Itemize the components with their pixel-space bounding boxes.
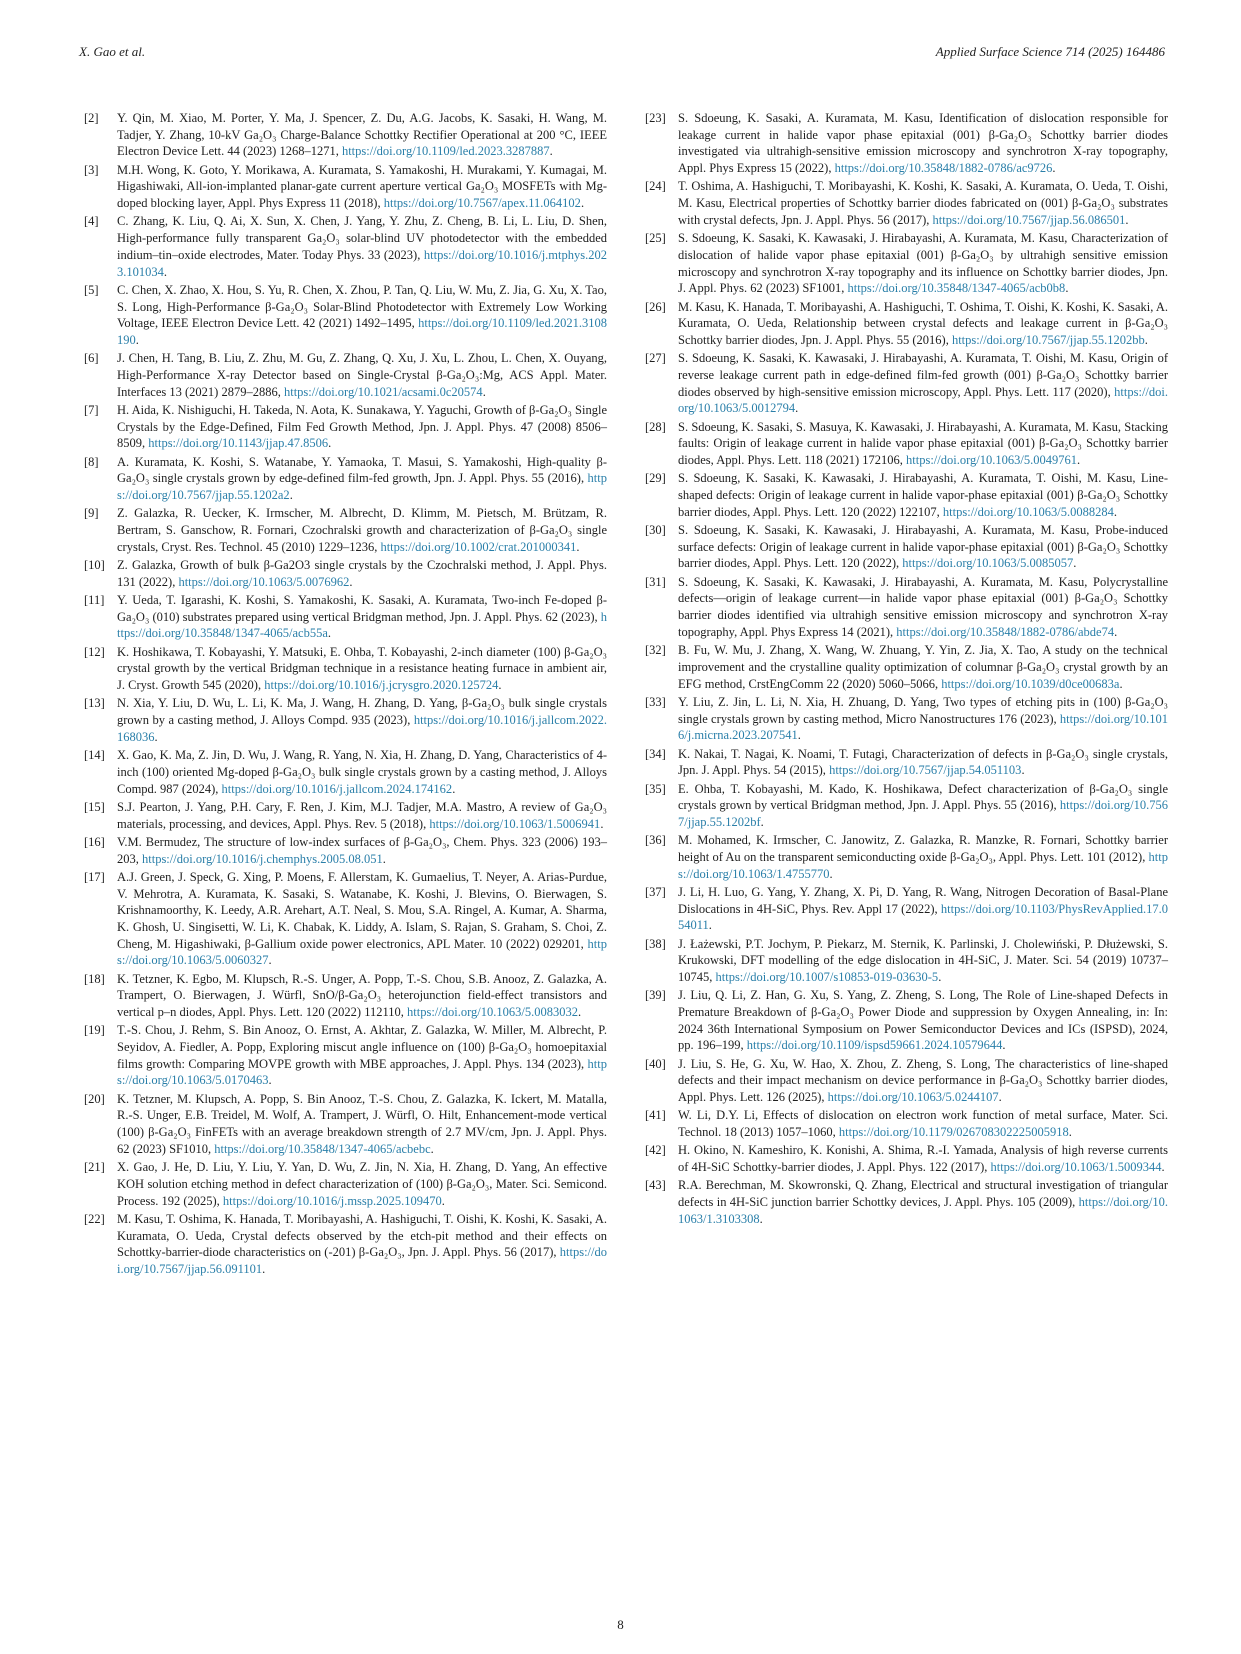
reference-number: [15] <box>84 799 105 814</box>
reference-number: [2] <box>84 111 99 125</box>
doi-link[interactable]: https://doi.org/10.35848/1347-4065/acb0b8 <box>847 281 1066 296</box>
doi-link[interactable]: https://doi.org/10.1103/PhysRevApplied.17.054011 <box>678 901 1168 933</box>
doi-link[interactable]: https://doi.org/10.1016/j.jallcom.2024.174162 <box>221 781 453 796</box>
reference-tail: . <box>1119 676 1123 691</box>
doi-link[interactable]: https://doi.org/10.1063/1.5009344 <box>990 1160 1162 1175</box>
reference-tail: . <box>289 488 293 503</box>
reference-text: X. Gao, K. Ma, Z. Jin, D. Wu, J. Wang, R. Yang, N. Xia, H. Zhang, D. Yang, Characteristics of 4-inch (100) oriented Mg-doped β-Ga₂O₃ bulk single crystals grown by a casting method, J. Alloys Compd. 987 (2024), <box>117 748 607 796</box>
reference-number: [25] <box>645 231 666 246</box>
reference-item <box>79 592 607 642</box>
reference-number: [36] <box>645 833 666 848</box>
reference-text: K. Nakai, T. Nagai, K. Noami, T. Futagi, Characterization of defects in β-Ga₂O₃ single crystals, Jpn. J. Appl. Phys. 54 (2015), <box>678 746 1168 778</box>
doi-link[interactable]: https://doi.org/10.1063/1.3103308 <box>678 1195 1168 1226</box>
reference-item <box>640 110 1168 177</box>
reference-text: E. Ohba, T. Kobayashi, M. Kado, K. Hoshikawa, Defect characterization of β-Ga₂O₃ single crystals grown by vertical Bridgman method, Jpn. J. Appl. Phys. 55 (2016), <box>678 781 1168 813</box>
doi-link[interactable]: https://doi.org/10.7567/jjap.54.051103 <box>829 763 1022 778</box>
doi-link[interactable]: https://doi.org/10.1016/j.chemphys.2005.08.051 <box>142 851 383 866</box>
reference-tail: . <box>600 816 604 831</box>
reference-text: A.J. Green, J. Speck, G. Xing, P. Moens, F. Allerstam, K. Gumaelius, T. Neyer, A. Arias-Purdue, V. Mehrotra, A. Kuramata, K. Sasaki, S. Watanabe, K. Koshi, J. Blevins, O. Bierwagen, S. Krishnamoorthy, K. Leedy, A.R. Arehart, A.T. Neal, S. Mou, S.A. Ringel, A. Kumar, A. Sharma, K. Ghosh, U. Singisetti, W. Li, K. Chabak, K. Liddy, A. Islam, S. Rajan, S. Graham, S. Choi, Z. Cheng, M. Higashiwaki, β-Gallium oxide power electronics, APL Mater. 10 (2022) 029201, <box>117 869 607 951</box>
reference-text: Z. Galazka, R. Uecker, K. Irmscher, M. Albrecht, D. Klimm, M. Pietsch, M. Brützam, R. Bertram, S. Ganschow, R. Fornari, Czochralski growth and characterization of β-Ga₂O₃ single crystals, Cryst. Res. Technol. 45 (2010) 1229–1236, <box>117 506 607 554</box>
reference-tail: . <box>1125 212 1129 227</box>
doi-link[interactable]: https://doi.org/10.1063/5.0083032 <box>407 1005 578 1020</box>
reference-number: [4] <box>84 214 99 229</box>
reference-text: J. Liu, S. He, G. Xu, W. Hao, X. Zhou, Z. Zheng, S. Long, The characteristics of line-shaped defects and their impact mechanism on device performance in β-Ga₂O₃ Schottky barrier diodes, Appl. Phys. Lett. 126 (2025), <box>678 1056 1168 1105</box>
reference-text: J. Li, H. Luo, G. Yang, Y. Zhang, X. Pi, D. Yang, R. Wang, Nitrogen Decoration of Basal-Plane Dislocations in 4H-SiC, Phys. Rev. Appl 17 (2022), <box>678 884 1168 916</box>
reference-number: [18] <box>84 971 105 986</box>
reference-text: Y. Qin, M. Xiao, M. Porter, Y. Ma, J. Spencer, Z. Du, A.G. Jacobs, K. Sasaki, H. Wang, M. Tadjer, Y. Zhang, 10-kV Ga₂O₃ Charge-Balance Schottky Rectifier Operational at 200 °C, IEEE Electron Device Lett. 44 (2023) 1268–1271, <box>117 111 607 159</box>
reference-text: K. Tetzner, M. Klupsch, A. Popp, S. Bin Anooz, T.-S. Chou, Z. Galazka, K. Ickert, M. Matalla, R.-S. Unger, E.B. Treidel, M. Wolf, A. Trampert, J. Würfl, O. Hilt, Enhancement-mode vertical (100) β-Ga₂O₃ FinFETs with an average breakdown strength of 2.7 MV/cm, Jpn. J. Appl. Phys. 62 (2023) SF1010, <box>117 1091 607 1156</box>
reference-tail: . <box>327 626 331 641</box>
doi-link[interactable]: https://doi.org/10.1063/1.4755770 <box>678 849 1168 881</box>
reference-text: T.-S. Chou, J. Rehm, S. Bin Anooz, O. Ernst, A. Akhtar, Z. Galazka, W. Miller, M. Albrecht, P. Seyidov, A. Fiedler, A. Popp, Exploring miscut angle influence on (100) β-Ga₂O₃ homoepitaxial films growth: Comparing MOVPE growth with MBE approaches, J. Appl. Phys. 134 (2023), <box>117 1023 607 1071</box>
reference-text: A. Kuramata, K. Koshi, S. Watanabe, Y. Yamaoka, T. Masui, S. Yamakoshi, High-quality β-Ga₂O₃ single crystals grown by edge-defined film-fed growth, Jpn. J. Appl. Phys. 55 (2016), <box>117 454 607 486</box>
doi-link[interactable]: https://doi.org/10.1063/5.0170463 <box>117 1056 607 1088</box>
reference-number: [11] <box>84 593 105 608</box>
reference-item <box>79 454 607 504</box>
reference-tail: . <box>163 264 167 279</box>
reference-item <box>640 781 1168 831</box>
reference-tail: . <box>1052 161 1056 176</box>
reference-item <box>640 470 1168 520</box>
reference-text: Z. Galazka, Growth of bulk β-Ga2O3 single crystals by the Czochralski method, J. Appl. Phys. 131 (2022), <box>117 558 607 589</box>
doi-link[interactable]: https://doi.org/10.1063/5.0012794 <box>678 384 1168 416</box>
reference-number: [19] <box>84 1023 105 1038</box>
reference-item <box>640 642 1168 692</box>
reference-text: S.J. Pearton, J. Yang, P.H. Cary, F. Ren, J. Kim, M.J. Tadjer, M.A. Mastro, A review of Ga₂O₃ materials, processing, and devices, Appl. Phys. Rev. 5 (2018), <box>117 799 607 831</box>
reference-number: [30] <box>645 523 666 538</box>
reference-number: [20] <box>84 1091 105 1106</box>
header-journal: Applied Surface Science 714 (2025) 164486 <box>935 44 1165 59</box>
reference-number: [17] <box>84 869 105 884</box>
reference-tail: . <box>1065 281 1069 296</box>
reference-text: N. Xia, Y. Liu, D. Wu, L. Li, K. Ma, J. Wang, H. Zhang, D. Yang, β-Ga₂O₃ bulk single crystals grown by a casting method, J. Alloys Compd. 935 (2023), <box>117 696 607 728</box>
reference-tail: . <box>1076 453 1081 468</box>
reference-number: [23] <box>645 111 666 125</box>
doi-link[interactable]: https://doi.org/10.7567/jjap.56.091101 <box>117 1245 607 1276</box>
reference-item <box>79 695 607 745</box>
doi-link[interactable]: https://doi.org/10.7567/jjap.56.086501 <box>932 212 1126 227</box>
reference-tail: . <box>349 574 353 589</box>
doi-link[interactable]: https://doi.org/10.7567/jjap.55.1202a2 <box>117 471 607 503</box>
reference-number: [3] <box>84 162 99 177</box>
reference-text: H. Aida, K. Nishiguchi, H. Takeda, N. Aota, K. Sunakawa, Y. Yaguchi, Growth of β-Ga₂O₃ Single Crystals by the Edge-Defined, Film Fed Growth Method, Jpn. J. Appl. Phys. 47 (2008) 8506–8509, <box>117 402 607 451</box>
reference-tail: . <box>577 1005 582 1020</box>
reference-tail: . <box>1114 624 1118 639</box>
references-column-left <box>79 110 607 1279</box>
reference-number: [32] <box>645 643 666 658</box>
reference-number: [29] <box>645 471 666 486</box>
reference-item <box>79 350 607 400</box>
reference-text: Y. Ueda, T. Igarashi, K. Koshi, S. Yamakoshi, K. Sasaki, A. Kuramata, Two-inch Fe-doped β-Ga₂O₃ (010) substrates prepared using vertical Bridgman method, Jpn. J. Appl. Phys. 62 (2023), <box>117 593 607 624</box>
reference-number: [38] <box>645 936 666 951</box>
reference-number: [35] <box>645 781 666 796</box>
reference-text: B. Fu, W. Mu, J. Zhang, X. Wang, W. Zhuang, Y. Yin, Z. Jia, X. Tao, A study on the technical improvement and the crystalline quality optimization of columnar β-Ga₂O₃ crystal growth by an EFG method, CrstEngComm 22 (2020) 5060–5066, <box>678 643 1168 691</box>
reference-text: J. Liu, Q. Li, Z. Han, G. Xu, S. Yang, Z. Zheng, S. Long, The Role of Line-shaped Defects in Premature Breakdown of β-Ga₂O₃ Power Diode and suppression by Oxygen Annealing, in: In: 2024 36th International Symposium on Power Semiconductor Devices and ICs (ISPSD), 2024, pp. 196–199, <box>678 988 1168 1053</box>
reference-tail: . <box>328 436 332 451</box>
reference-text: K. Tetzner, K. Egbo, M. Klupsch, R.-S. Unger, A. Popp, T.-S. Chou, S.B. Anooz, Z. Galazka, A. Trampert, O. Bierwagen, J. Würfl, SnO/β-Ga₂O₃ heterojunction field-effect transistors and vertical p–n diodes, Appl. Phys. Lett. 120 (2022) 112110, <box>117 971 607 1020</box>
reference-text: M. Kasu, K. Hanada, T. Moribayashi, A. Hashiguchi, T. Oshima, T. Oishi, K. Koshi, K. Sasaki, A. Kuramata, O. Ueda, Relationship between crystal defects and leakage current in β-Ga₂O₃ Schottky barrier diodes, Jpn. J. Appl. Phys. 55 (2016), <box>678 299 1168 347</box>
reference-tail: . <box>482 384 486 399</box>
reference-tail: . <box>452 781 456 796</box>
reference-text: S. Sdoeung, K. Sasaki, K. Kawasaki, J. Hirabayashi, A. Kuramata, M. Kasu, Polycrystalline defects—origin of leakage current—in halide vapor phase epitaxial (001) β-Ga₂O₃ Schottky barrier diodes identified via ultrahigh sensitive emission microscopy and synchrotron X-ray topography, Appl. Phys Express 14 (2021), <box>678 574 1168 639</box>
reference-text: C. Zhang, K. Liu, Q. Ai, X. Sun, X. Chen, J. Yang, Y. Zhu, Z. Cheng, B. Li, L. Liu, D. Shen, High-performance fully transparent Ga₂O₃ solar-blind UV photodetector with the embedded indium–tin–oxide electrodes, Mater. Today Phys. 33 (2023), <box>117 214 607 262</box>
reference-number: [22] <box>84 1211 105 1226</box>
reference-text: K. Hoshikawa, T. Kobayashi, Y. Matsuki, E. Ohba, T. Kobayashi, 2-inch diameter (100) β-Ga₂O₃ crystal growth by the vertical Bridgman technique in a resistance heating furnace in ambient air, J. Cryst. Growth 545 (2020), <box>117 644 607 693</box>
reference-item <box>79 1211 607 1278</box>
reference-tail: . <box>135 332 139 347</box>
doi-link[interactable]: https://doi.org/10.1063/5.0049761 <box>906 453 1077 468</box>
reference-tail: . <box>382 851 386 866</box>
reference-text: X. Gao, J. He, D. Liu, Y. Liu, Y. Yan, D. Wu, Z. Jin, N. Xia, H. Zhang, D. Yang, An effective KOH solution etching method in defect characterization of (100) β-Ga₂O₃, Mater. Sci. Semicond. Process. 192 (2025), <box>117 1160 607 1208</box>
reference-number: [39] <box>645 988 666 1003</box>
doi-link[interactable]: https://doi.org/10.1063/5.0085057 <box>902 556 1074 571</box>
reference-item <box>640 936 1168 986</box>
reference-number: [13] <box>84 696 105 711</box>
reference-item <box>640 419 1168 469</box>
doi-link[interactable]: https://doi.org/10.35848/1347-4065/acbebc <box>214 1141 431 1156</box>
reference-text: M. Kasu, T. Oshima, K. Hanada, T. Moribayashi, A. Hashiguchi, T. Oishi, K. Koshi, K. Sasaki, A. Kuramata, O. Ueda, Crystal defects observed by the etch-pit method and their effects on Schottky-barrier-diode characteristics on (-201) β-Ga₂O₃, Jpn. J. Appl. Phys. 56 (2017), <box>117 1211 607 1260</box>
doi-link[interactable]: https://doi.org/10.1016/j.mtphys.2023.101034 <box>117 247 607 279</box>
reference-number: [14] <box>84 748 105 763</box>
reference-item <box>79 1091 607 1158</box>
reference-text: J. Łażewski, P.T. Jochym, P. Piekarz, M. Sternik, K. Parlinski, J. Cholewiński, P. Dłużewski, S. Krukowski, DFT modelling of the edge dislocation in 4H-SiC, J. Mater. Sci. 54 (2019) 10737–10745, <box>678 936 1168 985</box>
reference-tail: . <box>1002 1038 1006 1053</box>
reference-number: [5] <box>84 282 99 297</box>
reference-number: [40] <box>645 1056 666 1071</box>
reference-number: [24] <box>645 179 666 194</box>
reference-text: S. Sdoeung, K. Sasaki, K. Kawasaki, J. Hirabayashi, A. Kuramata, M. Kasu, Characterization of dislocation of halide vapor phase epitaxial (001) β-Ga₂O₃ by ultrahigh sensitive emission microscopy and synchrotron X-ray topography and its influence on Schottky barrier diodes, Jpn. J. Appl. Phys. 62 (2023) SF1001, <box>678 231 1168 296</box>
reference-number: [33] <box>645 694 666 709</box>
page-number: 8 <box>617 1617 624 1632</box>
reference-text: S. Sdoeung, K. Sasaki, A. Kuramata, M. Kasu, Identification of dislocation responsible for leakage current in halide vapor phase epitaxial (001) β-Ga₂O₃ Schottky barrier diodes investigated via ultrahigh-sensitive emission microscopy and synchrotron X-ray topography, Appl. Phys Express 15 (2022), <box>678 111 1168 176</box>
reference-number: [41] <box>645 1108 666 1123</box>
reference-text: J. Chen, H. Tang, B. Liu, Z. Zhu, M. Gu, Z. Zhang, Q. Xu, J. Xu, L. Zhou, L. Chen, X. Ouyang, High-Performance X-ray Detector based on Single-Crystal β-Ga₂O₃:Mg, ACS Appl. Mater. Interfaces 13 (2021) 2879–2886, <box>117 351 607 399</box>
reference-item <box>79 1159 607 1209</box>
doi-link[interactable]: https://doi.org/10.1063/5.0076962 <box>178 574 350 589</box>
reference-text: S. Sdoeung, K. Sasaki, K. Kawasaki, J. Hirabayashi, A. Kuramata, T. Oishi, M. Kasu, Line-shaped defects: Origin of leakage current in halide vapor-phase epitaxial (001) β-Ga₂O₃ Schottky barrier diodes, Appl. Phys. Lett. 120 (2022) 122107, <box>678 471 1168 519</box>
doi-link[interactable]: https://doi.org/10.1021/acsami.0c20574 <box>283 384 483 399</box>
reference-item <box>640 299 1168 349</box>
reference-item <box>640 522 1168 572</box>
doi-link[interactable]: https://doi.org/10.35848/1882-0786/abde74 <box>896 624 1115 639</box>
reference-text: Y. Liu, Z. Jin, L. Li, N. Xia, H. Zhuang, D. Yang, Two types of etching pits in (100) β-Ga₂O₃ single crystals grown by casting method, Micro Nanostructures 176 (2023), <box>678 694 1168 726</box>
reference-text: M. Mohamed, K. Irmscher, C. Janowitz, Z. Galazka, R. Manzke, R. Fornari, Schottky barrier height of Au on the transparent semiconducting oxide β-Ga₂O₃, Appl. Phys. Lett. 101 (2012), <box>678 833 1168 864</box>
reference-tail: . <box>262 1261 266 1276</box>
doi-link[interactable]: https://doi.org/10.1109/led.2021.3108190 <box>117 316 607 347</box>
reference-number: [27] <box>645 351 666 366</box>
doi-link[interactable]: https://doi.org/10.1063/5.0088284 <box>942 504 1114 519</box>
reference-number: [37] <box>645 884 666 899</box>
reference-tail: . <box>441 1193 445 1208</box>
reference-item <box>640 230 1168 297</box>
reference-tail: . <box>998 1090 1002 1105</box>
reference-text: T. Oshima, A. Hashiguchi, T. Moribayashi, K. Koshi, K. Sasaki, A. Kuramata, O. Ueda, T. Oishi, M. Kasu, Electrical properties of Schottky barrier diodes fabricated on (001) β-Ga₂O₃ substrates with crystal defects, Jpn. J. Appl. Phys. 56 (2017), <box>678 179 1168 227</box>
reference-tail: . <box>938 970 942 985</box>
doi-link[interactable]: https://doi.org/10.1109/led.2023.3287887 <box>341 144 550 159</box>
reference-number: [42] <box>645 1143 666 1158</box>
references-column-right <box>640 110 1168 1229</box>
doi-link[interactable]: https://doi.org/10.1016/j.mssp.2025.109470 <box>222 1193 442 1208</box>
reference-tail: . <box>797 728 801 743</box>
doi-link[interactable]: https://doi.org/10.1063/5.0060327 <box>117 936 607 968</box>
reference-tail: . <box>580 196 585 211</box>
reference-item <box>79 213 607 280</box>
reference-item <box>640 987 1168 1054</box>
reference-tail: . <box>1073 556 1077 571</box>
doi-link[interactable]: https://doi.org/10.1063/1.5006941 <box>429 816 601 831</box>
reference-item <box>79 505 607 555</box>
reference-tail: . <box>268 1073 272 1088</box>
reference-item <box>79 402 607 452</box>
reference-item <box>640 746 1168 779</box>
reference-text: C. Chen, X. Zhao, X. Hou, S. Yu, R. Chen, X. Zhou, P. Tan, Q. Liu, W. Mu, Z. Jia, G. Xu, X. Tao, S. Long, High-Performance β-Ga₂O₃ Solar-Blind Photodetector with Extremely Low Working Voltage, IEEE Electron Device Lett. 42 (2021) 1492–1495, <box>117 282 607 331</box>
doi-link[interactable]: https://doi.org/10.7567/apex.11.064102 <box>383 196 581 211</box>
reference-tail: . <box>549 144 553 159</box>
reference-number: [12] <box>84 644 105 659</box>
doi-link[interactable]: https://doi.org/10.7567/jjap.55.1202bf <box>678 798 1168 829</box>
reference-text: W. Li, D.Y. Li, Effects of dislocation on electron work function of metal surface, Mater. Sci. Technol. 18 (2013) 1057–1060, <box>678 1108 1168 1140</box>
doi-link[interactable]: https://doi.org/10.1016/j.jcrysgro.2020.125724 <box>264 678 499 693</box>
reference-tail: . <box>430 1141 434 1156</box>
running-header <box>79 44 1165 62</box>
reference-item <box>79 557 607 590</box>
reference-tail: . <box>1144 332 1148 347</box>
doi-link[interactable]: https://doi.org/10.1007/s10853-019-03630-5 <box>715 970 939 985</box>
reference-item <box>79 799 607 832</box>
doi-link[interactable]: https://doi.org/10.7567/jjap.55.1202bb <box>951 332 1145 347</box>
reference-number: [28] <box>645 419 666 434</box>
reference-item <box>79 282 607 349</box>
reference-text: S. Sdoeung, K. Sasaki, S. Masuya, K. Kawasaki, J. Hirabayashi, A. Kuramata, M. Kasu, Stacking faults: Origin of leakage current in halide vapor phase epitaxial (001) β-Ga₂O₃ Schottky barrier diodes, Appl. Phys. Lett. 118 (2021) 172106, <box>678 419 1168 468</box>
reference-tail: . <box>576 539 580 554</box>
reference-number: [7] <box>84 402 99 417</box>
doi-link[interactable]: https://doi.org/10.1179/026708302225005918 <box>838 1125 1069 1140</box>
reference-number: [21] <box>84 1160 105 1175</box>
reference-tail: . <box>795 401 799 416</box>
reference-text: H. Okino, N. Kameshiro, K. Konishi, A. Shima, R.-I. Yamada, Analysis of high reverse currents of 4H-SiC Schottky-barrier diodes, J. Appl. Phys. 122 (2017), <box>678 1143 1168 1175</box>
reference-number: [9] <box>84 506 99 521</box>
reference-item <box>79 644 607 694</box>
doi-link[interactable]: https://doi.org/10.1016/j.jallcom.2022.168036 <box>117 713 607 744</box>
reference-number: [34] <box>645 746 666 761</box>
doi-link[interactable]: https://doi.org/10.35848/1882-0786/ac9726 <box>834 161 1053 176</box>
reference-item <box>640 694 1168 744</box>
reference-text: V.M. Bermudez, The structure of low-index surfaces of β-Ga₂O₃, Chem. Phys. 323 (2006) 193–203, <box>117 834 607 866</box>
doi-link[interactable]: https://doi.org/10.1002/crat.201000341 <box>380 539 577 554</box>
reference-item <box>640 574 1168 641</box>
reference-tail: . <box>154 729 158 744</box>
reference-tail: . <box>708 918 712 933</box>
reference-number: [26] <box>645 299 666 314</box>
doi-link[interactable]: https://doi.org/10.1039/d0ce00683a <box>941 676 1120 691</box>
reference-item <box>79 162 607 212</box>
reference-item <box>79 869 607 969</box>
reference-item <box>640 832 1168 882</box>
header-authors: X. Gao et al. <box>79 44 146 59</box>
reference-tail: . <box>268 953 272 968</box>
reference-tail: . <box>498 678 502 693</box>
doi-link[interactable]: https://doi.org/10.1109/ispsd59661.2024.10579644 <box>746 1038 1003 1053</box>
reference-item <box>640 350 1168 417</box>
reference-number: [16] <box>84 834 105 849</box>
reference-item <box>79 971 607 1021</box>
reference-text: R.A. Berechman, M. Skowronski, Q. Zhang, Electrical and structural investigation of triangular defects in 4H-SiC junction barrier Schottky devices, J. Appl. Phys. 105 (2009), <box>678 1178 1168 1210</box>
reference-number: [8] <box>84 454 99 469</box>
reference-tail: . <box>760 814 764 829</box>
reference-number: [6] <box>84 351 99 366</box>
reference-number: [43] <box>645 1178 666 1193</box>
reference-text: M.H. Wong, K. Goto, Y. Morikawa, A. Kuramata, S. Yamakoshi, H. Murakami, Y. Kumagai, M. Higashiwaki, All-ion-implanted planar-gate current aperture vertical Ga₂O₃ MOSFETs with Mg-doped blocking layer, Appl. Phys Express 11 (2018), <box>117 162 607 211</box>
doi-link[interactable]: https://doi.org/10.35848/1347-4065/acb55a <box>117 609 607 641</box>
reference-item <box>640 1142 1168 1175</box>
doi-link[interactable]: https://doi.org/10.1143/jjap.47.8506 <box>148 436 329 451</box>
reference-text: S. Sdoeung, K. Sasaki, K. Kawasaki, J. Hirabayashi, A. Kuramata, T. Oishi, M. Kasu, Origin of reverse leakage current path in edge-defined film-fed growth (001) β-Ga₂O₃ Schottky barrier diodes observed by high-sensitive emission microscopy, Appl. Phys. Lett. 117 (2020), <box>678 351 1168 399</box>
reference-tail: . <box>1161 1160 1165 1175</box>
reference-tail: . <box>1113 504 1117 519</box>
reference-item <box>640 178 1168 228</box>
reference-number: [31] <box>645 574 666 589</box>
reference-item <box>79 1022 607 1089</box>
doi-link[interactable]: https://doi.org/10.1016/j.micrna.2023.207541 <box>678 711 1168 743</box>
reference-number: [10] <box>84 558 105 573</box>
reference-item <box>640 884 1168 934</box>
reference-item <box>640 1107 1168 1140</box>
reference-item <box>79 110 607 160</box>
reference-item <box>79 834 607 867</box>
reference-item <box>640 1177 1168 1227</box>
reference-item <box>79 747 607 797</box>
doi-link[interactable]: https://doi.org/10.1063/5.0244107 <box>827 1090 999 1105</box>
reference-tail: . <box>759 1211 763 1226</box>
reference-item <box>640 1056 1168 1106</box>
reference-tail: . <box>1021 763 1025 778</box>
reference-tail: . <box>829 866 833 881</box>
reference-tail: . <box>1068 1125 1072 1140</box>
reference-text: S. Sdoeung, K. Sasaki, K. Kawasaki, J. Hirabayashi, A. Kuramata, M. Kasu, Probe-induced surface defects: Origin of leakage current in halide vapor-phase epitaxial (001) β-Ga₂O₃ Schottky barrier diodes, Appl. Phys. Lett. 120 (2022), <box>678 523 1168 571</box>
